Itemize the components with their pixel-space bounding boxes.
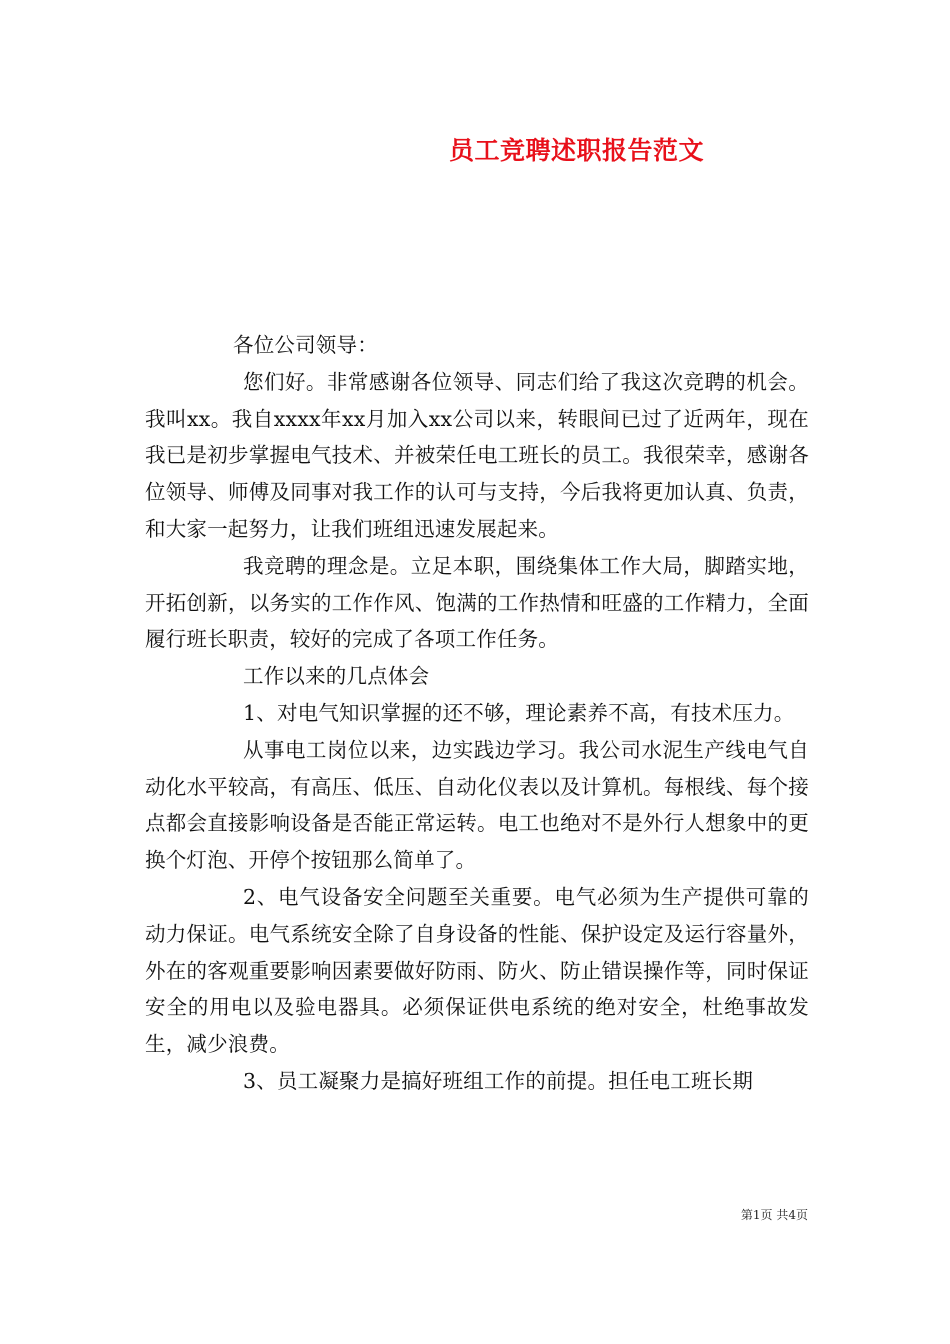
paragraph-greeting: 您们好。非常感谢各位领导、同志们给了我这次竞聘的机会。我叫xx。我自xxxx年xx月加入xx公司以来，转眼间已过了近两年，现在我已是初步掌握电气技术、并被荣任电工班长的员工。我很荣幸，感谢各位领导、师傅及同事对我工作的认可与支持，今后我将更加认真、负责，和大家一起努力，让我们班组迅速发展起来。 — [145, 369, 809, 541]
document-title: 员工竞聘述职报告范文 — [449, 136, 705, 165]
salutation: 各位公司领导： — [233, 333, 378, 357]
section-heading-experience: 工作以来的几点体会 — [243, 664, 430, 689]
paragraph-point-3: 3、员工凝聚力是搞好班组工作的前提。担任电工班长期 — [243, 1068, 754, 1093]
page-number-footer: 第1页 共4页 — [740, 1208, 808, 1222]
paragraph-point-1: 1、对电气知识掌握的还不够，理论素养不高，有技术压力。 — [243, 700, 795, 725]
paragraph-point-2: 2、电气设备安全问题至关重要。电气必须为生产提供可靠的动力保证。电气系统安全除了自身设备的性能、保护设定及运行容量外，外在的客观重要影响因素要做好防雨、防火、防止错误操作等，同时保证安全的用电以及验电器具。必须保证供电系统的绝对安全，杜绝事故发生，减少浪费。 — [145, 884, 809, 1057]
paragraph-point-1-detail: 从事电工岗位以来，边实践边学习。我公司水泥生产线电气自动化水平较高，有高压、低压、自动化仪表以及计算机。每根线、每个接点都会直接影响设备是否能正常运转。电工也绝对不是外行人想象中的更换个灯泡、开停个按钮那么简单了。 — [145, 737, 809, 873]
document-body — [145, 327, 809, 1100]
paragraph-philosophy: 我竞聘的理念是。立足本职，围绕集体工作大局，脚踏实地，开拓创新，以务实的工作作风、饱满的工作热情和旺盛的工作精力，全面履行班长职责，较好的完成了各项工作任务。 — [145, 553, 809, 652]
